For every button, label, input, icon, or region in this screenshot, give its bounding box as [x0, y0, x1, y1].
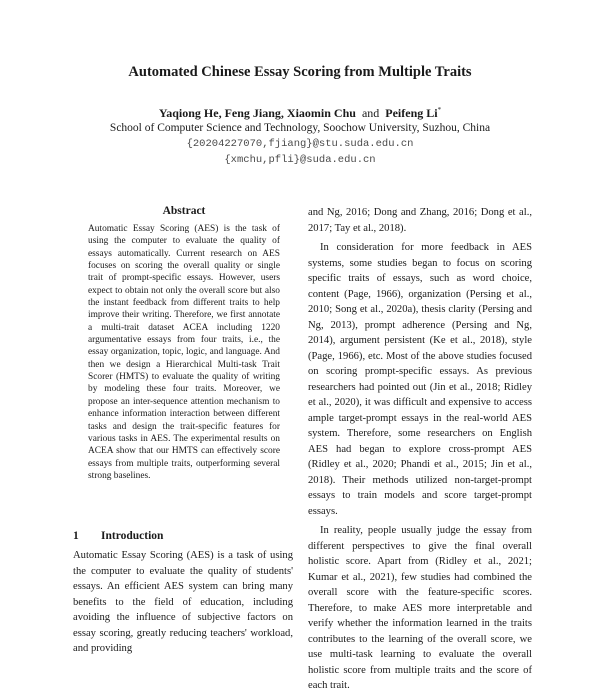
- right-column: [308, 205, 532, 694]
- email-line-2: {xmchu,pfli}@suda.edu.cn: [224, 154, 376, 166]
- introduction-paragraph: Automatic Essay Scoring (AES) is a task of using the computer to evaluate the quality of students' essays. An efficient AES system can bring many benefits to the field of education, including avoiding the influence of subjective factors on essay scoring, greatly reducing teachers' workload, and providing: [73, 550, 293, 654]
- introduction-body: [73, 548, 293, 657]
- section-number: 1: [73, 530, 79, 542]
- author-line: [0, 106, 600, 121]
- author-and: and: [361, 106, 380, 120]
- introduction-heading: [73, 530, 163, 542]
- last-author: Peifeng Li: [385, 106, 438, 120]
- right-column-continuation: and Ng, 2016; Dong and Zhang, 2016; Dong et al., 2017; Tay et al., 2018).: [308, 207, 532, 234]
- author-names: Yaqiong He, Feng Jiang, Xiaomin Chu: [158, 106, 356, 120]
- affiliation: School of Computer Science and Technology, Soochow University, Suzhou, China: [109, 122, 491, 134]
- corresponding-mark: *: [437, 106, 442, 114]
- abstract-body: Automatic Essay Scoring (AES) is the task of using the computer to evaluate the quality of essays automatically. Current research on AES focuses on scoring the overall quality or single trait of prompt-specific essays. However, users expect to obtain not only the overall score but also the instant feedback from different traits to help improve their writing. Therefore, we first annotate a multi-trait dataset ACEA including 1220 argumentative essays from four traits, i.e., the essay organization, topic, logic, and language. And then we design a Hierarchical Multi-task Trait Scorer (HMTS) to evaluate the quality of writing by modeling these four traits. Moreover, we propose an inter-sequence attention mechanism to enhance information interaction between different tasks and design the trait-specific features for various tasks in AES. The experimental results on ACEA show that our HMTS can effectively score essays from multiple traits, outperforming several strong baselines.: [88, 224, 280, 481]
- section-title: Introduction: [101, 530, 164, 542]
- paper-title: Automated Chinese Essay Scoring from Multiple Traits: [128, 64, 472, 80]
- email-line-1: {20204227070,fjiang}@stu.suda.edu.cn: [186, 138, 414, 150]
- right-column-paragraph-3: In reality, people usually judge the essay from different perspectives to give the final overall holistic score. Apart from (Ridley et al., 2021; Kumar et al., 2021), few studies had combined the overall score with the feature-specific scores. Therefore, to make AES more interpretable and verify whether the information learned in the traits contributes to the learning of the overall score, we use multi-task learning to evaluate the overall holistic score from multiple traits and the score of each trait.: [308, 525, 532, 691]
- abstract-heading: Abstract: [162, 205, 206, 217]
- right-column-paragraph-2: In consideration for more feedback in AES systems, some studies began to focus on scoring specific traits of essays, such as word choice, content (Page, 1966), organization (Persing et al., 2010; Song et al., 2020a), thesis clarity (Persing and Ng, 2013), prompt adherence (Persing and Ng, 2014), argument persistent (Ke et al., 2018), style (Page, 1966), etc. Most of the above studies focused on scoring prompt-specific essays. As previous researchers had pointed out (Jin et al., 2018; Ridley et al., 2020), it was difficult and expensive to access ample target-prompt essays in the real-world AES system. Therefore, some researchers on English AES had began to explore cross-prompt AES (Ridley et al., 2020; Phandi et al., 2015; Jin et al., 2018). Their methods utilized non-target-prompt essays to train models and score target-prompt essays.: [308, 242, 532, 517]
